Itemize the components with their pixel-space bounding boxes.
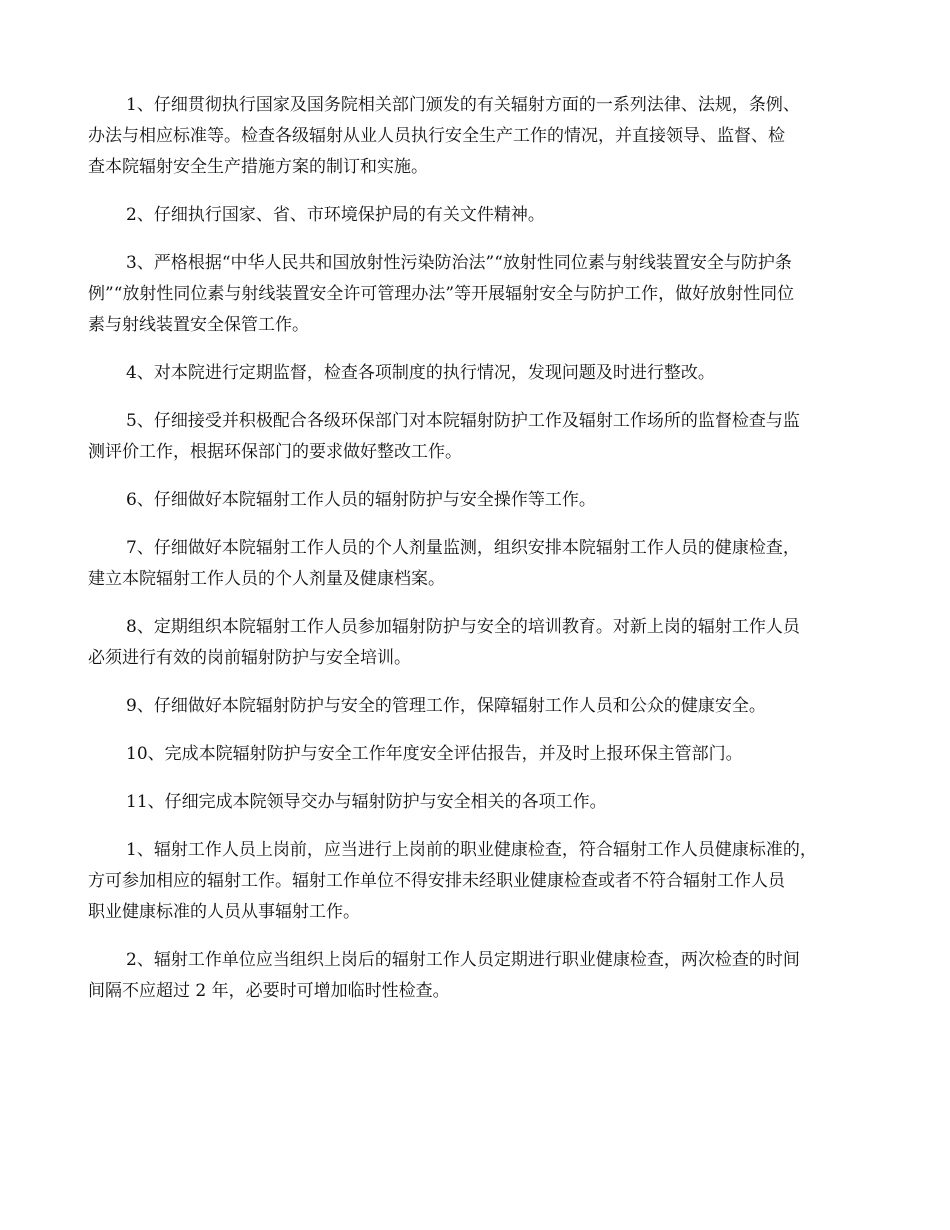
- paragraph-line: 3、严格根据“中华人民共和国放射性污染防治法”“放射性同位素与射线装置安全与防护条: [126, 253, 792, 273]
- document-page: [88, 90, 864, 1024]
- paragraph-9: [88, 691, 864, 722]
- paragraph-12: [88, 835, 864, 928]
- paragraph-line: 1、仔细贯彻执行国家及国务院相关部门颁发的有关辐射方面的一系列法律、法规，条例、: [126, 95, 800, 115]
- paragraph-line: 2、辐射工作单位应当组织上岗后的辐射工作人员定期进行职业健康检查，两次检查的时间: [126, 950, 800, 970]
- paragraph-line: 素与射线装置安全保管工作。: [88, 315, 309, 335]
- paragraph-line: 2、仔细执行国家、省、市环境保护局的有关文件精神。: [126, 205, 545, 225]
- paragraph-line: 10、完成本院辐射防护与安全工作年度安全评估报告，并及时上报环保主管部门。: [126, 744, 743, 764]
- paragraph-line: 1、辐射工作人员上岗前，应当进行上岗前的职业健康检查，符合辐射工作人员健康标准的，: [126, 840, 817, 860]
- paragraph-10: [88, 739, 864, 770]
- paragraph-line: 6、仔细做好本院辐射工作人员的辐射防护与安全操作等工作。: [126, 490, 596, 510]
- paragraph-13: [88, 945, 864, 1007]
- paragraph-6: [88, 485, 864, 516]
- paragraph-line: 9、仔细做好本院辐射防护与安全的管理工作，保障辐射工作人员和公众的健康安全。: [126, 696, 766, 716]
- paragraph-line: 5、仔细接受并积极配合各级环保部门对本院辐射防护工作及辐射工作场所的监督检查与监: [126, 411, 800, 431]
- paragraph-line: 11、仔细完成本院领导交办与辐射防护与安全相关的各项工作。: [126, 792, 607, 812]
- paragraph-line: 7、仔细做好本院辐射工作人员的个人剂量监测，组织安排本院辐射工作人员的健康检查，: [126, 538, 800, 558]
- paragraph-line: 8、定期组织本院辐射工作人员参加辐射防护与安全的培训教育。对新上岗的辐射工作人员: [126, 617, 800, 637]
- paragraph-line: 间隔不应超过 2 年，必要时可增加临时性检查。: [88, 981, 450, 1001]
- paragraph-line: 办法与相应标准等。检查各级辐射从业人员执行安全生产工作的情况，并直接领导、监督、检: [88, 126, 785, 146]
- paragraph-line: 必须进行有效的岗前辐射防护与安全培训。: [88, 648, 411, 668]
- paragraph-2: [88, 200, 864, 231]
- paragraph-line: 测评价工作，根据环保部门的要求做好整改工作。: [88, 442, 462, 462]
- paragraph-line: 职业健康标准的人员从事辐射工作。: [88, 902, 360, 922]
- paragraph-3: [88, 248, 864, 341]
- paragraph-line: 4、对本院进行定期监督，检查各项制度的执行情况，发现问题及时进行整改。: [126, 363, 715, 383]
- paragraph-line: 例”“放射性同位素与射线装置安全许可管理办法”等开展辐射安全与防护工作，做好放射性同位: [88, 284, 795, 304]
- paragraph-5: [88, 406, 864, 468]
- paragraph-11: [88, 787, 864, 818]
- paragraph-line: 查本院辐射安全生产措施方案的制订和实施。: [88, 157, 428, 177]
- paragraph-line: 建立本院辐射工作人员的个人剂量及健康档案。: [88, 569, 445, 589]
- paragraph-8: [88, 612, 864, 674]
- paragraph-line: 方可参加相应的辐射工作。辐射工作单位不得安排未经职业健康检查或者不符合辐射工作人员: [88, 871, 785, 891]
- paragraph-4: [88, 358, 864, 389]
- paragraph-1: [88, 90, 864, 183]
- paragraph-7: [88, 533, 864, 595]
